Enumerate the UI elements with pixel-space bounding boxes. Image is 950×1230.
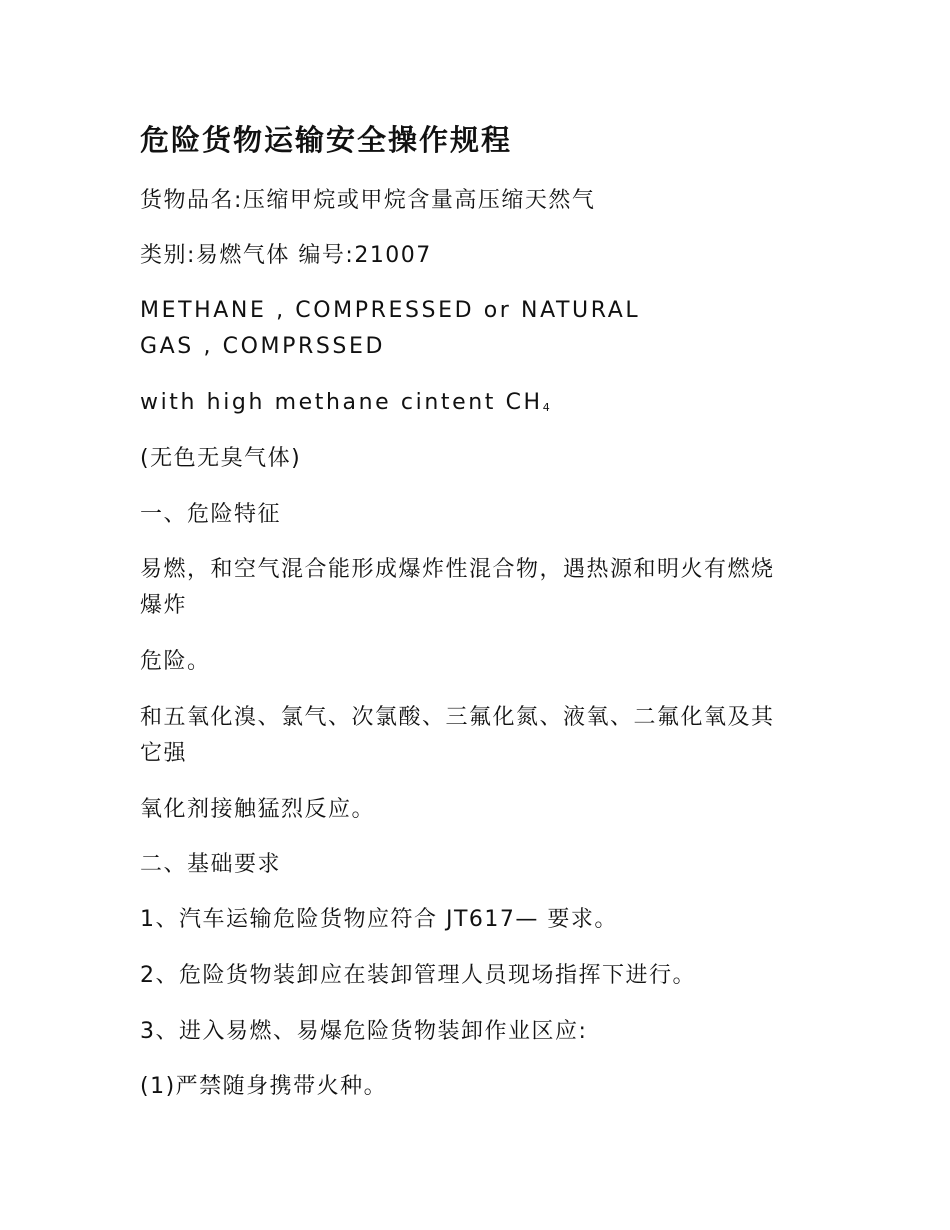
formula-subscript: 4 xyxy=(542,401,550,414)
section-1-para-1-line-1: 易燃，和空气混合能形成爆炸性混合物，遇热源和明火有燃烧 xyxy=(140,557,775,582)
english-name-line-1: METHANE , COMPRESSED or NATURAL xyxy=(140,298,641,323)
section-2-item-2: 2、危险货物装卸应在装卸管理人员现场指挥下进行。 xyxy=(140,963,696,988)
section-2-item-3: 3、进入易燃、易爆危险货物装卸作业区应: xyxy=(140,1019,588,1044)
english-content-text: with high methane cintent CH xyxy=(140,390,543,415)
english-content-line xyxy=(140,385,550,426)
section-1-para-4: 氧化剂接触猛烈反应。 xyxy=(140,797,376,822)
description: (无色无臭气体) xyxy=(140,446,302,471)
section-2-heading: 二、基础要求 xyxy=(140,852,282,877)
english-name-line-2: GAS , COMPRSSED xyxy=(140,334,386,359)
section-1-para-2: 危险。 xyxy=(140,649,211,674)
section-2-item-1: 1、汽车运输危险货物应符合 JT617— 要求。 xyxy=(140,907,618,932)
section-1-para-3-line-1: 和五氧化溴、氯气、次氯酸、三氟化氮、液氧、二氟化氧及其 xyxy=(140,705,775,730)
category-and-number: 类别:易燃气体 编号:21007 xyxy=(140,243,432,268)
item-name: 货物品名:压缩甲烷或甲烷含量高压缩天然气 xyxy=(140,188,596,213)
section-1-para-3-line-2: 它强 xyxy=(140,741,188,766)
section-1-heading: 一、危险特征 xyxy=(140,502,282,527)
section-1-para-1-line-2: 爆炸 xyxy=(140,593,188,618)
section-2-item-3-sub-1: (1)严禁随身携带火种。 xyxy=(140,1074,388,1099)
document-title: 危险货物运输安全操作规程 xyxy=(140,123,513,157)
